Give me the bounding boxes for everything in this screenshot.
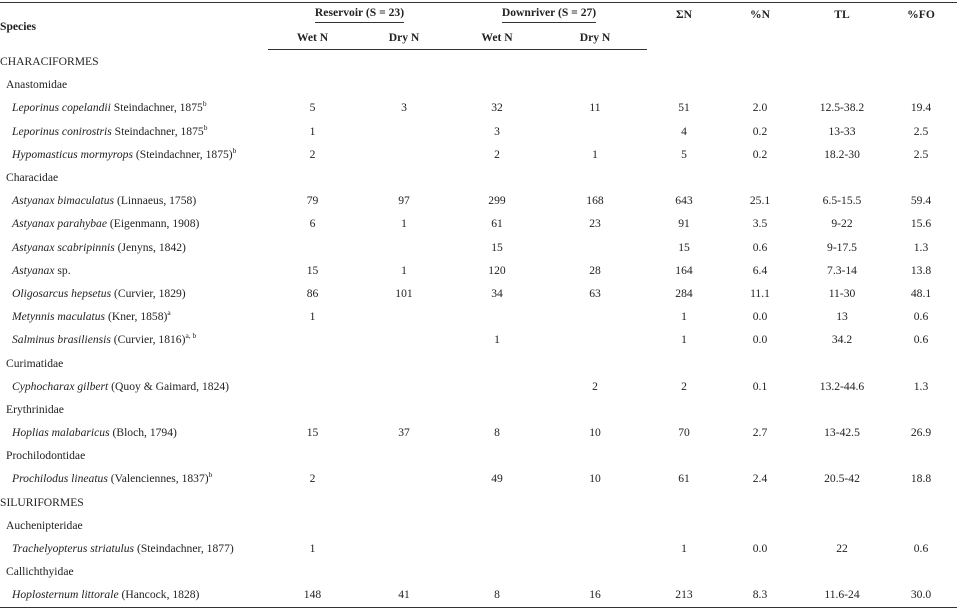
cell-pct-fo: 1.3 (913, 379, 929, 393)
cell-pct-n: 0.1 (752, 379, 768, 393)
table-row (0, 467, 957, 490)
cell-tl: 13.2-44.6 (819, 379, 865, 393)
footnote-marker: b (202, 99, 207, 109)
order-row (0, 491, 957, 514)
cell-res-dry (357, 328, 451, 351)
species-name-cell (0, 120, 268, 143)
species-binomial: Oligosarcus hepsetus (12, 286, 112, 300)
species-binomial: Salminus brasiliensis (12, 333, 111, 347)
cell-pct-fo: 19.4 (910, 101, 932, 115)
species-authority: (Curvier, 1816) (110, 333, 186, 347)
cell-res-dry (357, 491, 451, 514)
table-row (0, 421, 957, 444)
cell-down-wet: 1 (494, 333, 500, 347)
family-row (0, 73, 957, 96)
cell-sum-n (647, 560, 721, 583)
species-abundance-table (0, 2, 957, 608)
header-pct-fo: %FO (885, 3, 957, 50)
cell-sum-n: 70 (678, 426, 690, 440)
cell-down-dry: 10 (589, 426, 601, 440)
cell-tl: 18.2-30 (824, 147, 860, 161)
species-name-cell (0, 96, 268, 119)
cell-res-wet: 2 (309, 147, 316, 161)
cell-pct-n: 2.0 (752, 101, 768, 115)
species-name-cell (0, 375, 268, 398)
cell-res-dry: 97 (398, 194, 410, 208)
family-row (0, 166, 957, 189)
header-reservoir (268, 3, 451, 27)
cell-res-dry (357, 73, 451, 96)
cell-res-wet (268, 50, 357, 74)
species-name-cell (0, 467, 268, 490)
cell-res-wet (268, 398, 357, 421)
cell-tl (799, 398, 885, 421)
table-row (0, 259, 957, 282)
cell-down-wet (451, 305, 543, 328)
cell-sum-n: 643 (675, 194, 693, 208)
cell-tl: 34.2 (831, 333, 853, 347)
header-downriver-label: Downriver (S = 27) (502, 6, 596, 23)
cell-pct-fo: 0.6 (913, 333, 929, 347)
cell-down-dry (543, 328, 647, 351)
footnote-marker: a (167, 308, 171, 318)
cell-sum-n: 51 (678, 101, 690, 115)
cell-pct-n (721, 73, 799, 96)
cell-res-wet: 6 (309, 217, 316, 231)
cell-pct-fo: 59.4 (910, 194, 932, 208)
table-row (0, 282, 957, 305)
cell-res-dry (357, 560, 451, 583)
cell-res-wet: 2 (309, 472, 316, 486)
cell-down-dry: 11 (589, 101, 601, 115)
species-name-cell (0, 282, 268, 305)
species-binomial: Cyphocharax gilbert (12, 379, 109, 393)
cell-down-dry: 2 (592, 379, 598, 393)
cell-pct-fo: 15.6 (910, 217, 932, 231)
table-row (0, 120, 957, 143)
cell-down-dry (543, 537, 647, 560)
species-binomial: Prochilodus lineatus (12, 472, 108, 486)
species-authority: Steindachner, 1875 (110, 101, 203, 115)
cell-sum-n (647, 491, 721, 514)
cell-res-wet: 1 (309, 310, 316, 324)
header-sum-n: ΣN (647, 3, 721, 50)
cell-sum-n: 91 (678, 217, 690, 231)
cell-sum-n: 1 (681, 542, 687, 556)
header-downriver-wet: Wet N (451, 26, 543, 50)
species-name-cell (0, 537, 268, 560)
cell-tl (799, 73, 885, 96)
cell-res-dry: 41 (357, 583, 451, 607)
footnote-marker: b (208, 470, 213, 480)
cell-pct-fo (885, 491, 957, 514)
species-authority: (Valenciennes, 1837) (107, 472, 209, 486)
cell-res-wet: 5 (309, 101, 316, 115)
cell-pct-fo (885, 398, 957, 421)
cell-sum-n (647, 50, 721, 74)
cell-tl: 13-33 (828, 124, 856, 138)
cell-pct-n (721, 444, 799, 467)
cell-pct-fo: 18.8 (910, 472, 932, 486)
cell-res-wet (268, 236, 357, 259)
cell-pct-n: 25.1 (749, 194, 771, 208)
cell-sum-n: 1 (681, 333, 687, 347)
cell-res-dry (357, 444, 451, 467)
cell-down-wet (451, 398, 543, 421)
cell-pct-n: 0.0 (752, 333, 768, 347)
species-name-cell (0, 143, 268, 166)
cell-sum-n: 213 (647, 583, 721, 607)
species-binomial: Leporinus conirostris (12, 124, 112, 138)
cell-pct-n: 0.6 (752, 240, 768, 254)
cell-res-dry (357, 305, 451, 328)
cell-sum-n: 164 (675, 263, 693, 277)
cell-down-wet (451, 560, 543, 583)
cell-res-dry: 1 (401, 263, 407, 277)
cell-pct-fo: 2.5 (913, 147, 929, 161)
header-pct-n: %N (721, 3, 799, 50)
cell-res-wet (268, 491, 357, 514)
header-tl: TL (799, 3, 885, 50)
cell-pct-n (721, 351, 799, 374)
family-name-cell: Auchenipteridae (6, 518, 83, 532)
cell-down-dry: 28 (589, 263, 601, 277)
cell-down-wet: 299 (488, 194, 506, 208)
cell-down-dry (543, 444, 647, 467)
header-reservoir-dry: Dry N (357, 26, 451, 50)
cell-res-dry (357, 351, 451, 374)
cell-sum-n: 15 (678, 240, 690, 254)
cell-res-wet (268, 351, 357, 374)
cell-down-dry (543, 398, 647, 421)
species-authority: (Bloch, 1794) (109, 426, 177, 440)
cell-pct-fo (885, 351, 957, 374)
cell-tl: 9-22 (831, 217, 853, 231)
cell-down-wet: 120 (488, 263, 506, 277)
cell-pct-n: 3.5 (752, 217, 768, 231)
cell-res-dry: 3 (401, 101, 407, 115)
cell-pct-n (721, 50, 799, 74)
header-reservoir-label: Reservoir (S = 23) (315, 6, 404, 23)
family-name-cell: Curimatidae (6, 356, 64, 370)
table-row (0, 583, 957, 607)
species-binomial: Trachelyopterus striatulus (12, 542, 135, 556)
cell-pct-fo: 13.8 (910, 263, 932, 277)
species-authority: (Quoy & Gaimard, 1824) (108, 379, 230, 393)
cell-down-wet (451, 375, 543, 398)
cell-tl: 7.3-14 (827, 263, 857, 277)
cell-pct-n: 2.4 (752, 472, 768, 486)
cell-tl: 12.5-38.2 (819, 101, 865, 115)
cell-pct-n: 8.3 (721, 583, 799, 607)
cell-down-wet (451, 73, 543, 96)
table-row (0, 212, 957, 235)
cell-sum-n: 284 (675, 286, 693, 300)
cell-res-dry (357, 514, 451, 537)
family-name-cell: Prochilodontidae (6, 449, 86, 463)
cell-res-dry (357, 50, 451, 74)
cell-res-dry (357, 398, 451, 421)
header-downriver-dry: Dry N (543, 26, 647, 50)
cell-down-wet (451, 537, 543, 560)
species-name-cell (0, 189, 268, 212)
species-name-cell (0, 259, 268, 282)
cell-down-dry: 1 (592, 147, 598, 161)
family-name-cell: Erythrinidae (6, 402, 64, 416)
cell-tl: 22 (836, 542, 848, 556)
cell-down-dry (543, 514, 647, 537)
cell-pct-fo (885, 166, 957, 189)
cell-sum-n (647, 444, 721, 467)
cell-pct-n (721, 166, 799, 189)
cell-tl (799, 491, 885, 514)
cell-sum-n (647, 398, 721, 421)
cell-sum-n (647, 514, 721, 537)
cell-pct-n: 2.7 (752, 426, 768, 440)
cell-pct-n (721, 491, 799, 514)
cell-pct-fo (885, 514, 957, 537)
cell-down-wet: 32 (491, 101, 503, 115)
species-authority: (Steindachner, 1877) (134, 542, 234, 556)
cell-pct-fo (885, 50, 957, 74)
cell-res-dry: 37 (398, 426, 410, 440)
cell-res-dry (357, 143, 451, 166)
species-binomial: Astyanax scabripinnis (12, 240, 115, 254)
family-row (0, 560, 957, 583)
species-name-cell (0, 305, 268, 328)
table-row (0, 375, 957, 398)
cell-res-dry (357, 120, 451, 143)
cell-down-dry (543, 491, 647, 514)
species-authority: (Hancock, 1828) (118, 588, 200, 602)
cell-down-dry: 63 (589, 286, 601, 300)
cell-tl (799, 351, 885, 374)
cell-down-wet: 2 (494, 147, 500, 161)
footnote-marker: b (203, 122, 208, 132)
table-row (0, 537, 957, 560)
species-name-cell (0, 236, 268, 259)
cell-sum-n (647, 166, 721, 189)
family-name-cell: Characidae (6, 171, 59, 185)
species-binomial: Hoplias malabaricus (12, 426, 110, 440)
cell-tl (799, 444, 885, 467)
species-authority: sp. (54, 263, 71, 277)
cell-tl (799, 166, 885, 189)
table-row (0, 236, 957, 259)
cell-res-wet (268, 560, 357, 583)
cell-down-wet: 34 (491, 286, 503, 300)
cell-res-wet (268, 328, 357, 351)
cell-down-dry: 10 (589, 472, 601, 486)
cell-pct-n: 11.1 (750, 286, 770, 300)
cell-down-dry (543, 560, 647, 583)
family-row (0, 351, 957, 374)
family-name-cell: Anastomidae (6, 78, 68, 92)
species-binomial: Hoplosternum littorale (12, 588, 119, 602)
cell-down-dry (543, 73, 647, 96)
cell-down-dry (543, 236, 647, 259)
family-row (0, 398, 957, 421)
table-row (0, 96, 957, 119)
cell-down-wet: 15 (491, 240, 503, 254)
species-name-cell (0, 212, 268, 235)
cell-res-wet (268, 166, 357, 189)
species-binomial: Astyanax (12, 263, 55, 277)
header-downriver (451, 3, 647, 27)
cell-pct-fo: 48.1 (910, 286, 932, 300)
table-body (0, 50, 957, 608)
cell-pct-fo (885, 444, 957, 467)
cell-res-dry: 1 (401, 217, 407, 231)
cell-pct-n: 0.0 (752, 542, 768, 556)
cell-pct-fo: 30.0 (885, 583, 957, 607)
cell-down-wet: 8 (494, 426, 500, 440)
species-binomial: Astyanax parahybae (12, 217, 107, 231)
table-header (0, 3, 957, 50)
cell-down-wet (451, 166, 543, 189)
cell-res-dry (357, 537, 451, 560)
cell-pct-n: 0.2 (752, 147, 768, 161)
cell-down-dry: 168 (586, 194, 604, 208)
order-row (0, 50, 957, 74)
order-name-cell: CHARACIFORMES (0, 54, 99, 68)
cell-res-wet: 15 (306, 426, 319, 440)
cell-tl: 6.5-15.5 (822, 194, 862, 208)
cell-res-wet (268, 444, 357, 467)
cell-res-dry (357, 236, 451, 259)
cell-tl (799, 560, 885, 583)
cell-res-wet (268, 73, 357, 96)
cell-down-wet: 61 (491, 217, 503, 231)
header-reservoir-wet: Wet N (268, 26, 357, 50)
cell-down-wet (451, 351, 543, 374)
cell-pct-n (721, 398, 799, 421)
header-species: Species (0, 3, 268, 50)
cell-sum-n (647, 351, 721, 374)
cell-res-dry: 101 (395, 286, 413, 300)
cell-tl: 20.5-42 (824, 472, 860, 486)
cell-sum-n: 2 (681, 379, 687, 393)
cell-pct-fo: 0.6 (913, 542, 929, 556)
cell-tl: 11.6-24 (799, 583, 885, 607)
cell-res-wet: 15 (306, 263, 319, 277)
family-name-cell: Callichthyidae (6, 565, 74, 579)
cell-pct-n: 0.2 (752, 124, 768, 138)
cell-down-wet: 8 (451, 583, 543, 607)
cell-pct-n (721, 514, 799, 537)
cell-res-wet: 1 (309, 124, 316, 138)
cell-down-dry (543, 305, 647, 328)
cell-res-wet: 1 (309, 542, 316, 556)
species-name-cell (0, 421, 268, 444)
cell-down-wet (451, 514, 543, 537)
species-authority: (Jenyns, 1842) (114, 240, 186, 254)
species-authority: Steindachner, 1875 (111, 124, 204, 138)
cell-sum-n: 5 (681, 147, 687, 161)
cell-pct-fo: 0.6 (913, 310, 929, 324)
cell-pct-n (721, 560, 799, 583)
cell-tl: 13-42.5 (824, 426, 860, 440)
cell-pct-fo (885, 560, 957, 583)
footnote-marker: b (232, 145, 237, 155)
cell-down-dry (543, 120, 647, 143)
cell-down-dry (543, 166, 647, 189)
order-name-cell: SILURIFORMES (0, 495, 84, 509)
cell-down-wet: 3 (494, 124, 500, 138)
footnote-marker: a, b (185, 331, 197, 341)
cell-down-wet (451, 444, 543, 467)
cell-pct-fo: 1.3 (913, 240, 929, 254)
cell-down-wet (451, 491, 543, 514)
cell-pct-fo: 2.5 (913, 124, 929, 138)
cell-down-wet (451, 50, 543, 74)
cell-res-dry (357, 375, 451, 398)
cell-pct-fo: 26.9 (910, 426, 932, 440)
cell-tl: 9-17.5 (827, 240, 857, 254)
family-row (0, 444, 957, 467)
species-binomial: Leporinus copelandii (12, 101, 111, 115)
cell-res-wet: 148 (268, 583, 357, 607)
table-row (0, 143, 957, 166)
species-name-cell (0, 328, 268, 351)
species-name-cell (0, 583, 268, 607)
cell-res-wet: 86 (306, 286, 319, 300)
cell-down-dry: 23 (589, 217, 601, 231)
cell-res-wet (268, 375, 357, 398)
cell-res-dry (357, 467, 451, 490)
species-binomial: Metynnis maculatus (12, 310, 106, 324)
cell-res-dry (357, 166, 451, 189)
cell-tl: 13 (836, 310, 848, 324)
table-row (0, 189, 957, 212)
table-row (0, 328, 957, 351)
cell-down-dry (543, 351, 647, 374)
cell-sum-n: 4 (681, 124, 687, 138)
species-binomial: Astyanax bimaculatus (12, 194, 115, 208)
species-authority: (Linnaeus, 1758) (114, 194, 197, 208)
cell-pct-n: 6.4 (752, 263, 768, 277)
cell-down-dry: 16 (543, 583, 647, 607)
cell-tl (799, 514, 885, 537)
cell-sum-n: 61 (678, 472, 690, 486)
cell-res-wet (268, 514, 357, 537)
cell-sum-n: 1 (681, 310, 687, 324)
species-authority: (Curvier, 1829) (111, 286, 186, 300)
species-authority: (Steindachner, 1875) (132, 147, 233, 161)
cell-down-wet: 49 (491, 472, 503, 486)
cell-sum-n (647, 73, 721, 96)
cell-down-dry (543, 50, 647, 74)
cell-tl (799, 50, 885, 74)
cell-pct-fo (885, 73, 957, 96)
table-row (0, 305, 957, 328)
cell-tl: 11-30 (828, 286, 856, 300)
cell-res-wet: 79 (306, 194, 319, 208)
cell-pct-n: 0.0 (752, 310, 768, 324)
species-binomial: Hypomasticus mormyrops (12, 147, 133, 161)
family-row (0, 514, 957, 537)
species-authority: (Kner, 1858) (105, 310, 168, 324)
species-authority: (Eigenmann, 1908) (106, 217, 200, 231)
